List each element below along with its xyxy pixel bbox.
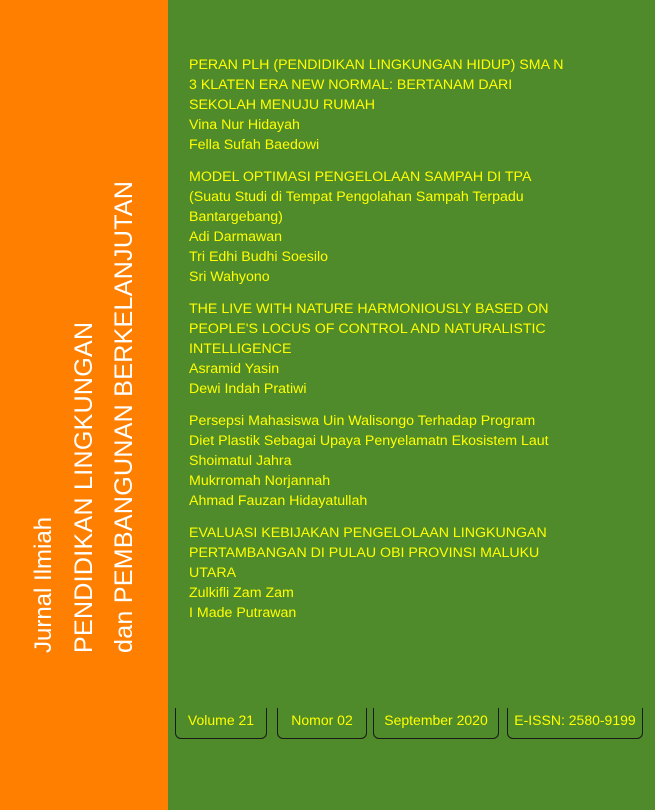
article-2 xyxy=(189,167,639,287)
issue-number-label: Nomor 02 xyxy=(277,708,367,739)
article-title-line: SEKOLAH MENUJU RUMAH xyxy=(189,97,376,113)
article-title-line: EVALUASI KEBIJAKAN PENGELOLAAN LINGKUNGAN xyxy=(189,525,547,541)
article-title-line: MODEL OPTIMASI PENGELOLAAN SAMPAH DI TPA xyxy=(189,169,532,185)
article-title-line: PERTAMBANGAN DI PULAU OBI PROVINSI MALUKU xyxy=(189,545,540,561)
journal-title-line3: dan PEMBANGUNAN BERKELANJUTAN xyxy=(110,180,138,653)
article-title-line: (Suatu Studi di Tempat Pengolahan Sampah Terpadu xyxy=(189,189,524,205)
article-title-line: Persepsi Mahasiswa Uin Walisongo Terhadap Program xyxy=(189,413,536,429)
article-title-line: Diet Plastik Sebagai Upaya Penyelamatn Ekosistem Laut xyxy=(189,433,549,449)
article-title-line: INTELLIGENCE xyxy=(189,341,292,357)
article-4 xyxy=(189,411,639,511)
article-title-line: 3 KLATEN ERA NEW NORMAL: BERTANAM DARI xyxy=(189,77,513,93)
table-of-contents xyxy=(189,55,639,635)
article-5 xyxy=(189,523,639,623)
journal-title-line2: PENDIDIKAN LINGKUNGAN xyxy=(70,321,98,653)
article-author: I Made Putrawan xyxy=(189,605,297,621)
volume-label: Volume 21 xyxy=(175,708,267,739)
article-title-line: PEOPLE'S LOCUS OF CONTROL AND NATURALISTIC xyxy=(189,321,546,337)
journal-title-vertical xyxy=(24,99,144,659)
article-author: Dewi Indah Pratiwi xyxy=(189,381,307,397)
article-author: Zulkifli Zam Zam xyxy=(189,585,294,601)
article-1 xyxy=(189,55,639,155)
article-author: Ahmad Fauzan Hidayatullah xyxy=(189,493,368,509)
article-title-line: THE LIVE WITH NATURE HARMONIOUSLY BASED ON xyxy=(189,301,549,317)
article-3 xyxy=(189,299,639,399)
issue-info-bar xyxy=(175,708,645,740)
article-author: Fella Sufah Baedowi xyxy=(189,137,320,153)
article-author: Asramid Yasin xyxy=(189,361,280,377)
publication-date-label: September 2020 xyxy=(373,708,499,739)
article-author: Shoimatul Jahra xyxy=(189,453,292,469)
journal-title-line1: Jurnal Ilmiah xyxy=(30,516,57,653)
article-title-line: PERAN PLH (PENDIDIKAN LINGKUNGAN HIDUP) SMA N xyxy=(189,57,564,73)
article-title-line: Bantargebang) xyxy=(189,209,283,225)
issn-label: E-ISSN: 2580-9199 xyxy=(507,708,643,739)
article-title-line: UTARA xyxy=(189,565,237,581)
article-author: Mukrromah Norjannah xyxy=(189,473,331,489)
article-author: Vina Nur Hidayah xyxy=(189,117,300,133)
article-author: Tri Edhi Budhi Soesilo xyxy=(189,249,329,265)
article-author: Adi Darmawan xyxy=(189,229,283,245)
article-author: Sri Wahyono xyxy=(189,269,270,285)
